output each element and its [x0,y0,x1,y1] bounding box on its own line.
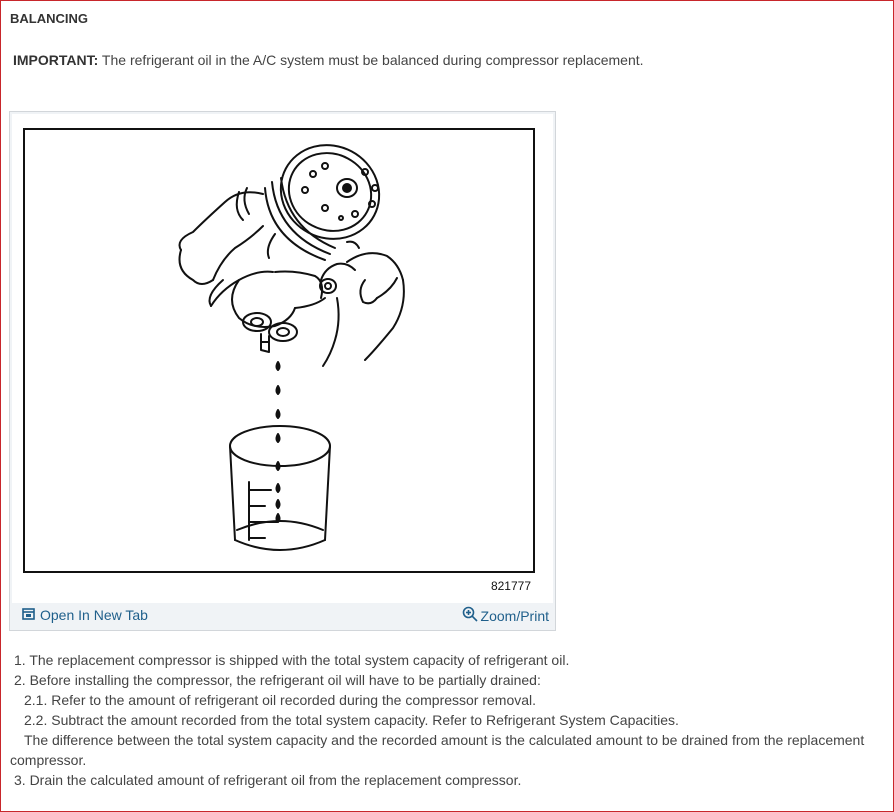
figure-canvas [12,114,553,603]
step-2: 2. Before installing the compressor, the refrigerant oil will have to be partially drained: [14,672,541,688]
step-2-note: The difference between the total system capacity and the recorded amount is the calculated amount to be drained from the replacement compressor. [10,732,865,768]
open-in-new-tab-icon [22,607,35,623]
procedure-steps [10,650,886,790]
figure-number: 821777 [490,579,531,593]
step-2-2: 2.2. Subtract the amount recorded from the total system capacity. Refer to Refrigerant System Capacities. [24,712,679,728]
open-in-new-tab-label: Open In New Tab [40,607,148,623]
step-2-1: 2.1. Refer to the amount of refrigerant oil recorded during the compressor removal. [24,692,537,708]
important-label: IMPORTANT: [13,52,99,68]
compressor-oil-illustration [23,128,535,573]
figure-container [9,111,556,631]
important-note [13,52,644,68]
step-1: 1. The replacement compressor is shipped with the total system capacity of refrigerant oil. [14,652,570,668]
zoom-print-link[interactable] [462,606,549,625]
open-in-new-tab-link[interactable] [22,607,148,623]
section-title: BALANCING [10,11,88,26]
zoom-print-label: Zoom/Print [480,607,549,624]
important-text: The refrigerant oil in the A/C system must be balanced during compressor replacement. [98,52,644,68]
zoom-icon [462,606,478,625]
step-3: 3. Drain the calculated amount of refrigerant oil from the replacement compressor. [14,772,522,788]
